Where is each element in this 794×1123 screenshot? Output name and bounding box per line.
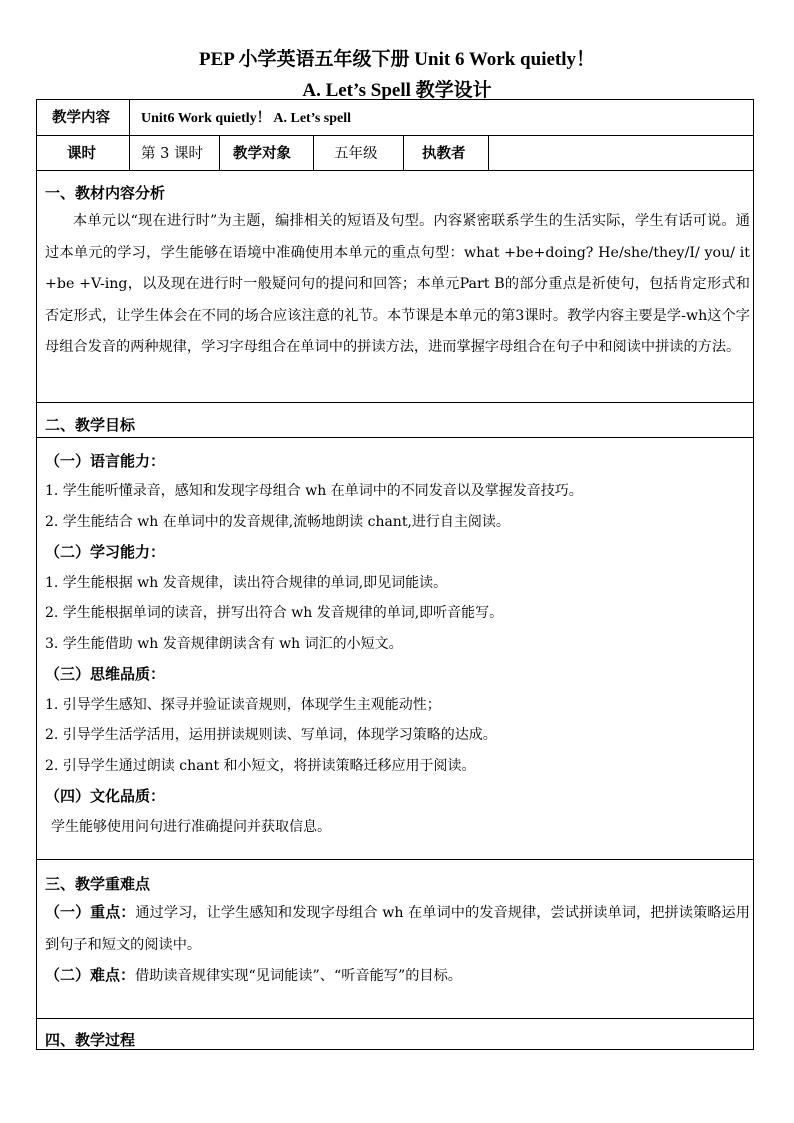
- col-divider: [129, 100, 130, 170]
- audience-label: 教学对象: [233, 145, 291, 162]
- objective-item: 学生能够使用问句进行准确提问并获取信息。: [51, 819, 331, 835]
- analysis-paragraph: 本单元以“现在进行时”为主题，编排相关的短语及句型。内容紧密联系学生的生活实际，学生有话可说。通过本单元的学习，学生能够在语境中准确使用本单元的重点句型：what +be+doing? He/she/they/I/ you/ it +be +V-ing，以及现在进行时一般疑问句的提问和回答；本单元Part B的部分重点是祈使句，包括肯定形式和否定形式，让学生体会在不同的场合应该注意的礼节。本节课是本单元的第3课时。教学内容主要是学-wh这个字母组合发音的两种规律，学习字母组合在单词中的拼读方法，进而掌握字母组合在句子中和阅读中拼读的方法。: [45, 213, 750, 355]
- document-subtitle: A. Let’s Spell 教学设计: [302, 80, 492, 101]
- objective-sub-thinking: （三）思维品质：: [45, 665, 166, 683]
- objective-item: 2. 引导学生活学活用，运用拼读规则读、写单词，体现学习策略的达成。: [45, 727, 497, 743]
- difficulty-paragraph: [45, 960, 750, 993]
- col-divider: [313, 135, 314, 170]
- lesson-plan-table: [36, 99, 754, 1050]
- key-point-text: 通过学习，让学生感知和发现字母组合 wh 在单词中的发音规律，尝试拼读单词，把拼读策略运用到句子和短文的阅读中。: [45, 905, 750, 953]
- objective-item: 3. 学生能借助 wh 发音规律朗读含有 wh 词汇的小短文。: [45, 636, 403, 652]
- row-divider: [37, 402, 753, 403]
- section-heading-objectives: 二、教学目标: [45, 416, 136, 434]
- audience-value: 五年级: [334, 146, 378, 162]
- col-divider: [488, 135, 489, 170]
- content-label: 教学内容: [52, 109, 110, 126]
- objective-item: 1. 学生能根据 wh 发音规律，读出符合规律的单词,即见词能读。: [45, 575, 448, 591]
- teacher-label: 执教者: [422, 145, 466, 162]
- objective-sub-language: （一）语言能力：: [45, 452, 166, 470]
- row-divider: [37, 859, 753, 860]
- row-divider: [37, 170, 753, 171]
- difficulty-text: 借助读音规律实现“见词能读”、“听音能写”的目标。: [135, 968, 462, 984]
- document-title: PEP 小学英语五年级下册 Unit 6 Work quietly！: [198, 49, 596, 70]
- objective-sub-learning: （二）学习能力：: [45, 543, 166, 561]
- row-divider: [37, 135, 753, 136]
- section-heading-key-points: 三、教学重难点: [45, 875, 151, 893]
- section-heading-process: 四、教学过程: [45, 1031, 136, 1049]
- objective-sub-culture: （四）文化品质：: [45, 787, 166, 805]
- col-divider: [219, 135, 220, 170]
- objective-item: 2. 引导学生通过朗读 chant 和小短文，将拼读策略迁移应用于阅读。: [45, 758, 476, 774]
- section-heading-analysis: 一、教材内容分析: [45, 184, 166, 202]
- objective-item: 1. 引导学生感知、探寻并验证读音规则，体现学生主观能动性；: [45, 697, 441, 713]
- objective-item: 2. 学生能结合 wh 在单词中的发音规律,流畅地朗读 chant,进行自主阅读。: [45, 514, 510, 530]
- difficulty-label: （二）难点：: [45, 966, 136, 984]
- period-label: 课时: [67, 145, 96, 162]
- key-point-paragraph: [45, 897, 750, 961]
- objective-item: 1. 学生能听懂录音，感知和发现字母组合 wh 在单词中的不同发音以及掌握发音技巧。: [45, 483, 583, 499]
- content-value: Unit6 Work quietly！ A. Let’s spell: [141, 111, 352, 126]
- row-divider: [37, 1018, 753, 1019]
- row-divider: [37, 437, 753, 438]
- period-value: 第 3 课时: [141, 146, 203, 162]
- key-point-label: （一）重点：: [45, 903, 136, 921]
- col-divider: [403, 135, 404, 170]
- objective-item: 2. 学生能根据单词的读音，拼写出符合 wh 发音规律的单词,即听音能写。: [45, 605, 504, 621]
